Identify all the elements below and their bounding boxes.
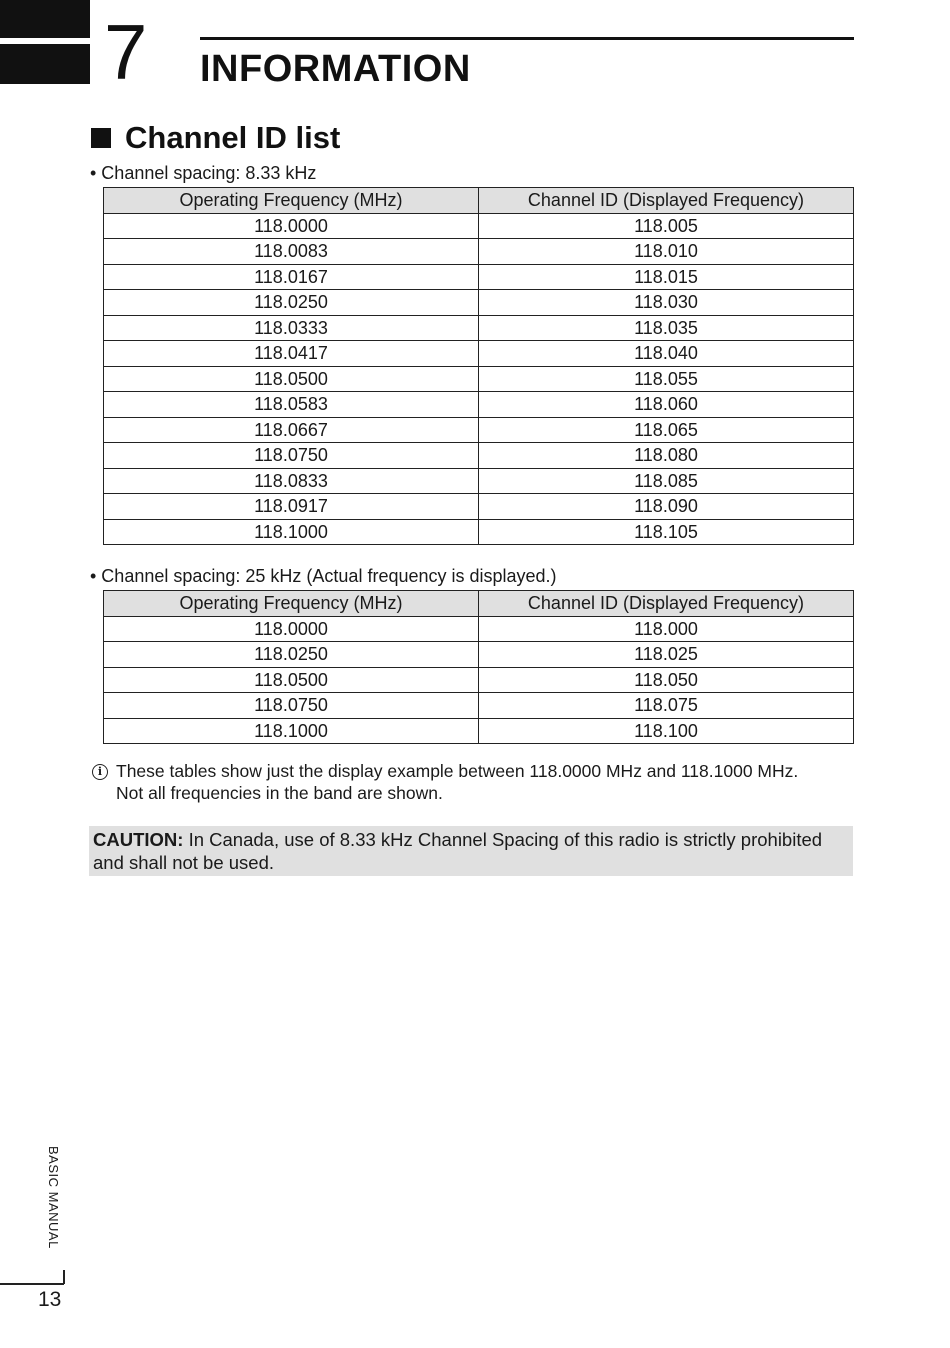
channel-id-cell: 118.085 bbox=[479, 468, 854, 494]
table-row bbox=[104, 443, 854, 469]
channel-id-cell: 118.035 bbox=[479, 315, 854, 341]
table-row bbox=[104, 392, 854, 418]
chapter-title: INFORMATION bbox=[200, 48, 471, 90]
channel-id-cell: 118.090 bbox=[479, 494, 854, 520]
operating-frequency-cell: 118.1000 bbox=[104, 519, 479, 545]
channel-id-cell: 118.015 bbox=[479, 264, 854, 290]
table-row bbox=[104, 239, 854, 265]
operating-frequency-cell: 118.0833 bbox=[104, 468, 479, 494]
operating-frequency-cell: 118.0250 bbox=[104, 290, 479, 316]
table-row bbox=[104, 519, 854, 545]
page-rule bbox=[0, 1283, 64, 1285]
operating-frequency-cell: 118.0417 bbox=[104, 341, 479, 367]
table-header-row bbox=[104, 591, 854, 617]
channel-id-cell: 118.075 bbox=[479, 693, 854, 719]
channel-id-cell: 118.030 bbox=[479, 290, 854, 316]
operating-frequency-cell: 118.0500 bbox=[104, 366, 479, 392]
side-label: BASIC MANUAL bbox=[46, 1146, 61, 1249]
table-row bbox=[104, 642, 854, 668]
channel-id-cell: 118.025 bbox=[479, 642, 854, 668]
operating-frequency-cell: 118.0083 bbox=[104, 239, 479, 265]
channel-id-cell: 118.040 bbox=[479, 341, 854, 367]
header-operating-frequency: Operating Frequency (MHz) bbox=[104, 188, 479, 214]
operating-frequency-cell: 118.0333 bbox=[104, 315, 479, 341]
operating-frequency-cell: 118.0000 bbox=[104, 213, 479, 239]
chapter-number: 7 bbox=[104, 8, 148, 96]
table-row bbox=[104, 693, 854, 719]
channel-id-cell: 118.000 bbox=[479, 616, 854, 642]
table-row bbox=[104, 616, 854, 642]
table-row bbox=[104, 366, 854, 392]
square-bullet-icon bbox=[91, 128, 111, 148]
operating-frequency-cell: 118.0500 bbox=[104, 667, 479, 693]
table-row bbox=[104, 718, 854, 744]
info-icon: i bbox=[92, 764, 108, 780]
channel-id-cell: 118.050 bbox=[479, 667, 854, 693]
table-row bbox=[104, 264, 854, 290]
header-channel-id: Channel ID (Displayed Frequency) bbox=[479, 188, 854, 214]
note-text bbox=[116, 760, 798, 804]
chapter-rule bbox=[200, 37, 854, 40]
channel-id-cell: 118.055 bbox=[479, 366, 854, 392]
caution-box bbox=[89, 826, 853, 876]
table-header-row bbox=[104, 188, 854, 214]
table-row bbox=[104, 213, 854, 239]
table-row bbox=[104, 417, 854, 443]
channel-id-cell: 118.010 bbox=[479, 239, 854, 265]
channel-id-cell: 118.080 bbox=[479, 443, 854, 469]
operating-frequency-cell: 118.0250 bbox=[104, 642, 479, 668]
table1-caption: • Channel spacing: 8.33 kHz bbox=[90, 163, 317, 183]
note-line-2: Not all frequencies in the band are shown. bbox=[116, 783, 443, 803]
section-title: Channel ID list bbox=[125, 120, 341, 155]
operating-frequency-cell: 118.0000 bbox=[104, 616, 479, 642]
chapter-tab-top bbox=[0, 0, 90, 38]
channel-id-cell: 118.100 bbox=[479, 718, 854, 744]
table-25khz bbox=[103, 590, 854, 744]
note-line-1: These tables show just the display example between 118.0000 MHz and 118.1000 MHz. bbox=[116, 761, 799, 781]
channel-id-cell: 118.105 bbox=[479, 519, 854, 545]
caution-label: CAUTION: bbox=[93, 829, 184, 850]
page-number: 13 bbox=[38, 1288, 62, 1311]
table-row bbox=[104, 468, 854, 494]
table-row bbox=[104, 315, 854, 341]
table-row bbox=[104, 494, 854, 520]
operating-frequency-cell: 118.0583 bbox=[104, 392, 479, 418]
caution-text: In Canada, use of 8.33 kHz Channel Spacing of this radio is strictly prohibited and shall not be used. bbox=[93, 829, 823, 873]
operating-frequency-cell: 118.0750 bbox=[104, 443, 479, 469]
table-row bbox=[104, 667, 854, 693]
note bbox=[92, 760, 852, 804]
operating-frequency-cell: 118.0167 bbox=[104, 264, 479, 290]
table-row bbox=[104, 290, 854, 316]
channel-id-cell: 118.005 bbox=[479, 213, 854, 239]
operating-frequency-cell: 118.0917 bbox=[104, 494, 479, 520]
page-rule-tick bbox=[63, 1270, 65, 1284]
channel-id-cell: 118.060 bbox=[479, 392, 854, 418]
channel-id-cell: 118.065 bbox=[479, 417, 854, 443]
header-operating-frequency: Operating Frequency (MHz) bbox=[104, 591, 479, 617]
operating-frequency-cell: 118.0667 bbox=[104, 417, 479, 443]
chapter-tab-bottom bbox=[0, 44, 90, 84]
header-channel-id: Channel ID (Displayed Frequency) bbox=[479, 591, 854, 617]
operating-frequency-cell: 118.0750 bbox=[104, 693, 479, 719]
section-heading bbox=[88, 120, 340, 156]
operating-frequency-cell: 118.1000 bbox=[104, 718, 479, 744]
table-833khz bbox=[103, 187, 854, 545]
table-row bbox=[104, 341, 854, 367]
table2-caption: • Channel spacing: 25 kHz (Actual frequency is displayed.) bbox=[90, 566, 557, 586]
